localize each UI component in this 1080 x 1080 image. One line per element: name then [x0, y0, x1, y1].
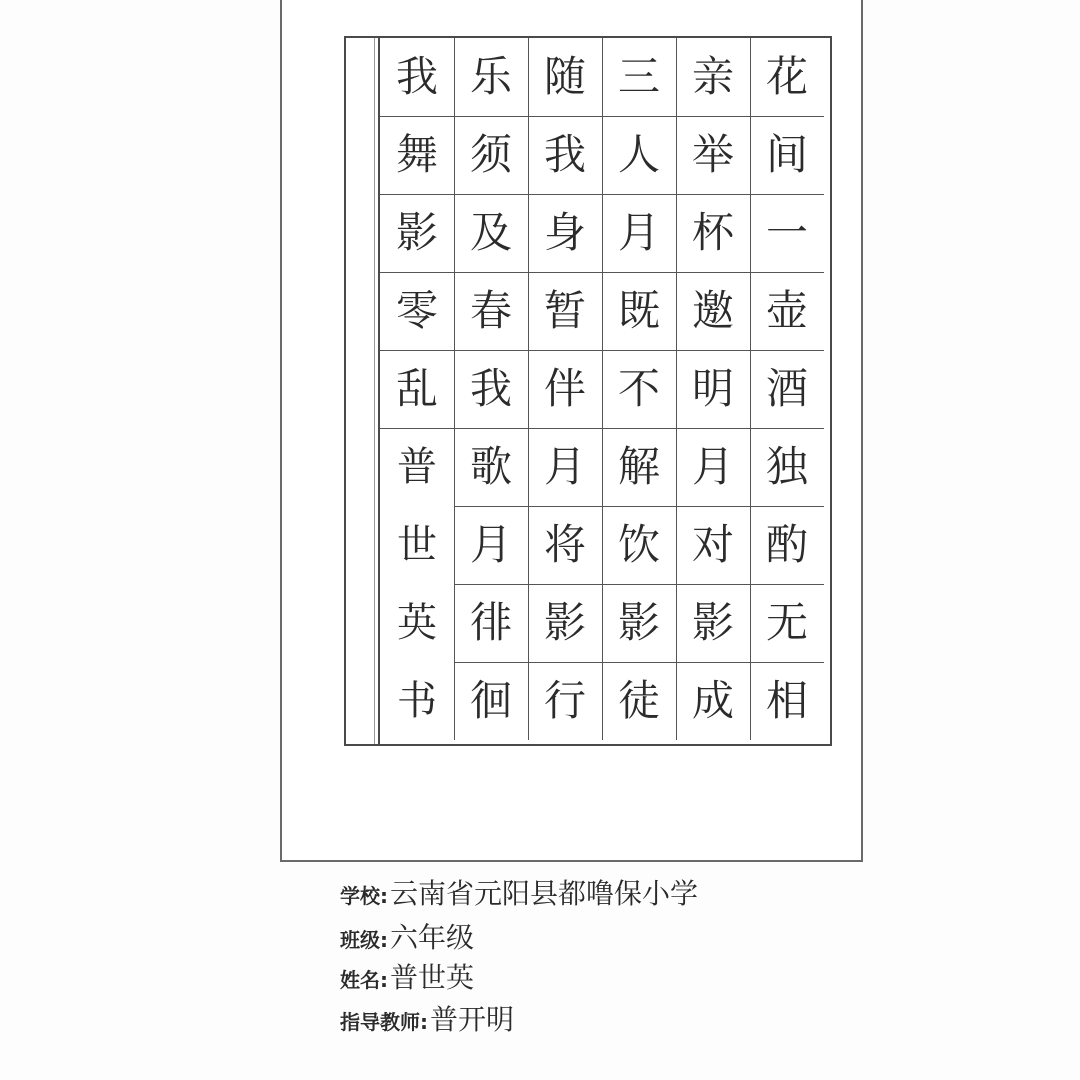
poem-character: 春 [469, 286, 512, 335]
poem-character: 明 [691, 364, 734, 413]
poem-character: 身 [543, 208, 586, 257]
poem-character: 我 [395, 52, 438, 101]
name-line [340, 956, 474, 996]
poem-character: 影 [395, 208, 438, 257]
poem-character: 三 [617, 52, 660, 101]
poem-character: 举 [691, 130, 734, 179]
signature-character: 英 [397, 599, 437, 646]
class-value: 六年级 [390, 921, 475, 954]
poem-character: 将 [543, 520, 586, 569]
poem-character: 月 [617, 208, 660, 257]
poem-character: 邀 [691, 286, 734, 335]
class-label: 班级: [340, 928, 388, 952]
poem-character: 人 [617, 130, 660, 179]
poem-character: 壶 [765, 286, 808, 335]
school-value: 云南省元阳县都噜保小学 [390, 877, 699, 910]
poem-character: 及 [469, 208, 512, 257]
poem-character: 徊 [469, 676, 512, 725]
signature-character: 普 [397, 443, 437, 490]
poem-character: 须 [469, 130, 512, 179]
poem-character: 相 [765, 676, 808, 725]
poem-character: 对 [691, 520, 734, 569]
poem-character: 杯 [691, 208, 734, 257]
poem-character: 影 [617, 598, 660, 647]
poem-character: 一 [765, 208, 808, 257]
poem-character: 徘 [469, 598, 512, 647]
poem-character: 徒 [617, 676, 660, 725]
grid-margin-strip [346, 38, 380, 744]
poem-character: 花 [765, 52, 808, 101]
poem-character: 不 [617, 364, 660, 413]
signature-character: 世 [397, 521, 437, 568]
poem-character: 暂 [543, 286, 586, 335]
poem-character: 乐 [469, 52, 512, 101]
poem-character: 月 [469, 520, 512, 569]
poem-character: 我 [469, 364, 512, 413]
poem-character: 乱 [395, 364, 438, 413]
poem-character: 独 [765, 442, 808, 491]
poem-character: 随 [543, 52, 586, 101]
poem-character: 月 [543, 442, 586, 491]
poem-character: 我 [543, 130, 586, 179]
poem-character: 酌 [765, 520, 808, 569]
calligraphy-grid [344, 36, 832, 746]
class-line [340, 916, 474, 956]
poem-character: 伴 [543, 364, 586, 413]
poem-character: 成 [691, 676, 734, 725]
poem-character: 舞 [395, 130, 438, 179]
poem-character: 饮 [617, 520, 660, 569]
signature-character: 书 [397, 677, 437, 724]
poem-character: 影 [543, 598, 586, 647]
name-label: 姓名: [340, 968, 388, 992]
poem-character: 解 [617, 442, 660, 491]
poem-character: 间 [765, 130, 808, 179]
teacher-value: 普开明 [430, 1003, 515, 1036]
teacher-label: 指导教师: [340, 1010, 428, 1034]
poem-character: 零 [395, 286, 438, 335]
poem-character: 歌 [469, 442, 512, 491]
poem-character: 无 [765, 598, 808, 647]
poem-character: 月 [691, 442, 734, 491]
poem-character: 酒 [765, 364, 808, 413]
poem-character: 既 [617, 286, 660, 335]
poem-character: 亲 [691, 52, 734, 101]
school-label: 学校: [340, 884, 388, 908]
school-line [340, 872, 698, 912]
name-value: 普世英 [390, 961, 475, 994]
poem-character: 影 [691, 598, 734, 647]
teacher-line [340, 998, 514, 1038]
poem-character: 行 [543, 676, 586, 725]
